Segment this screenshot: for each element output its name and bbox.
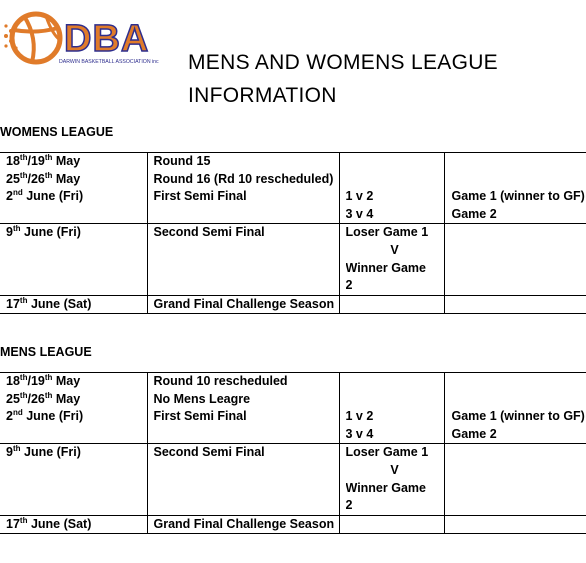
date-part: June (Sat) (27, 296, 92, 311)
ordinal-suffix: th (44, 170, 53, 180)
note-cell (444, 153, 586, 224)
date-line (6, 153, 147, 171)
note-line (452, 153, 586, 171)
date-cell (0, 224, 147, 295)
womens-schedule-table (0, 152, 586, 314)
ordinal-suffix: th (44, 373, 53, 382)
note-cell (444, 295, 586, 314)
title-line-2: INFORMATION (188, 84, 337, 107)
event-line: Round 16 (Rd 10 rescheduled) (153, 171, 334, 186)
table-row (0, 515, 586, 534)
date-line (6, 516, 147, 534)
title-line-1: MENS AND WOMENS LEAGUE (188, 51, 498, 74)
date-part: June (Fri) (20, 225, 81, 240)
ordinal-suffix: th (12, 444, 21, 454)
date-part: 18 (6, 374, 20, 388)
date-line (6, 444, 147, 462)
note-line: Game 2 (451, 426, 497, 441)
date-part: June (Fri) (20, 445, 81, 460)
note-cell (444, 373, 586, 444)
note-cell (444, 515, 586, 534)
note-line (452, 391, 586, 409)
match-line: 2 (345, 498, 353, 513)
date-part: 9 (6, 225, 13, 240)
match-line: 1 v 2 (345, 409, 374, 424)
date-part: /19 (27, 154, 45, 168)
note-line: Game 1 (winner to GF) (451, 189, 585, 204)
match-line: 2 (345, 278, 353, 293)
match-line: 3 v 4 (345, 206, 374, 221)
table-row (0, 153, 586, 224)
event-line: First Semi Final (153, 189, 247, 204)
match-line: Winner Game (345, 260, 426, 275)
date-line (6, 373, 147, 391)
date-line (6, 408, 147, 426)
ordinal-suffix: th (44, 390, 53, 400)
note-line: Game 2 (451, 206, 497, 221)
ordinal-suffix: th (19, 373, 28, 382)
match-cell (339, 373, 444, 444)
date-line (6, 171, 147, 189)
note-line (452, 171, 586, 189)
note-line: Game 1 (winner to GF) (451, 409, 585, 424)
event-cell (147, 444, 339, 515)
date-part: May (52, 154, 81, 168)
date-line (6, 391, 147, 409)
event-line: No Mens Leagre (153, 391, 251, 406)
match-line: Loser Game 1 (345, 225, 429, 240)
match-line: 1 v 2 (345, 189, 374, 204)
table-row (0, 295, 586, 314)
date-part: June (Fri) (22, 409, 84, 424)
page-title (188, 46, 578, 112)
date-part: 17 (6, 516, 20, 531)
ordinal-suffix: th (19, 390, 28, 400)
match-cell (339, 515, 444, 534)
date-part: 25 (6, 171, 20, 186)
match-cell (339, 295, 444, 314)
match-line: Winner Game (345, 480, 426, 495)
womens-league-heading: WOMENS LEAGUE (0, 125, 114, 139)
logo-letters: DBA (64, 18, 150, 60)
date-part: 17 (6, 296, 20, 311)
match-line: Loser Game 1 (345, 445, 429, 460)
match-line (346, 171, 444, 189)
table-row (0, 373, 586, 444)
date-line (6, 224, 147, 242)
event-cell (147, 224, 339, 295)
match-cell (339, 153, 444, 224)
basketball-icon (12, 14, 60, 62)
date-cell (0, 515, 147, 534)
match-line: 3 v 4 (345, 426, 374, 441)
date-cell (0, 373, 147, 444)
note-line (452, 373, 586, 391)
date-cell (0, 295, 147, 314)
match-cell (339, 444, 444, 515)
note-cell (444, 224, 586, 295)
table-row (0, 444, 586, 515)
date-part: 25 (6, 391, 20, 406)
dba-logo (2, 4, 160, 66)
date-line (6, 296, 147, 314)
event-line: Grand Final Challenge Season (153, 516, 335, 531)
event-cell (147, 153, 339, 224)
date-part: June (Sat) (27, 516, 92, 531)
mens-schedule-table (0, 372, 586, 534)
match-line (346, 373, 444, 391)
table-row (0, 224, 586, 295)
date-part: June (Fri) (22, 189, 84, 204)
ordinal-suffix: th (19, 153, 28, 162)
event-cell (147, 373, 339, 444)
ordinal-suffix: nd (12, 188, 23, 198)
date-line (6, 188, 147, 206)
event-line: Second Semi Final (153, 225, 265, 240)
ordinal-suffix: th (19, 295, 28, 305)
date-cell (0, 153, 147, 224)
match-line (346, 153, 444, 171)
ordinal-suffix: th (44, 153, 53, 162)
date-part: May (52, 391, 81, 406)
date-part: /19 (27, 374, 45, 388)
event-line: First Semi Final (153, 409, 247, 424)
date-part: 18 (6, 154, 20, 168)
date-part: 2 (6, 189, 13, 204)
event-line: Second Semi Final (153, 445, 265, 460)
event-cell (147, 515, 339, 534)
event-line: Round 15 (153, 154, 211, 168)
mens-league-heading: MENS LEAGUE (0, 345, 92, 359)
match-line: V (390, 462, 399, 477)
date-part: 9 (6, 445, 13, 460)
ordinal-suffix: th (12, 224, 21, 234)
match-line (346, 391, 444, 409)
match-cell (339, 224, 444, 295)
logo-subtitle: DARWIN BASKETBALL ASSOCIATION inc (59, 59, 159, 65)
ordinal-suffix: nd (12, 408, 23, 418)
date-part: /26 (27, 391, 45, 406)
note-cell (444, 444, 586, 515)
match-line: V (390, 242, 399, 257)
event-line: Grand Final Challenge Season (153, 296, 335, 311)
date-part: May (52, 171, 81, 186)
date-part: /26 (27, 171, 45, 186)
ordinal-suffix: th (19, 170, 28, 180)
date-part: 2 (6, 409, 13, 424)
ordinal-suffix: th (19, 515, 28, 525)
date-part: May (52, 374, 81, 388)
date-cell (0, 444, 147, 515)
event-cell (147, 295, 339, 314)
event-line: Round 10 rescheduled (153, 374, 288, 388)
